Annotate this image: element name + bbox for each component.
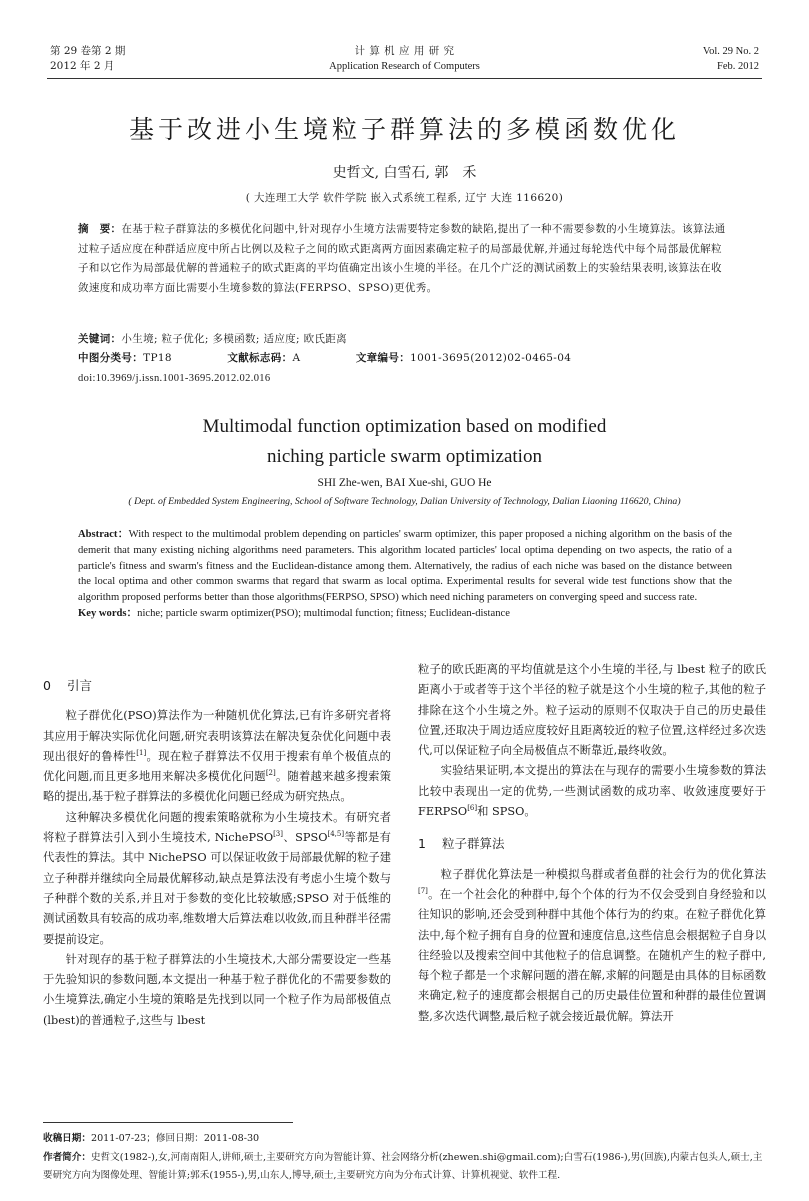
abstract-text-cn: 在基于粒子群算法的多模优化问题中,针对现存小生境方法需要特定参数的缺陷,提出了一种不需要参数的小生境算法。该算法通过粒子适应度在种群适应度中所占比例以及粒子之间的欧式距离两方面因素确定粒子的局部最优解,并通过每轮迭代中每个局部最优解粒子和以它作为局部最优解的普通粒子的欧式距离的平均值确定出该小生境的半径。在几个广泛的测试函数上的实验结果表明,该算法在收敛速度和成功率方面比需要小生境参数的算法(FERPSO、SPSO)更优秀。	[78, 223, 726, 294]
footnote-rule	[43, 1122, 293, 1123]
authors-en: SHI Zhe-wen, BAI Xue-shi, GUO He	[317, 477, 492, 489]
paper-title-en	[0, 412, 809, 472]
title-en-line1: Multimodal function optimization based on modified	[202, 416, 607, 437]
clc-value: TP18	[143, 352, 172, 364]
affiliation-en: ( Dept. of Embedded System Engineering, School of Software Technology, Dalian University of Technology, Dalian Liaoning 116620, China)	[128, 496, 681, 507]
keywords-text-cn: 小生境; 粒子优化; 多模函数; 适应度; 欧氏距离	[121, 333, 348, 345]
journal-name-en: Application Research of Computers	[329, 61, 480, 72]
abstract-text-en: With respect to the multimodal problem depending on particles' swarm optimizer, this paper proposed a niching algorithm on the basis of the demerit that many existing niching algorithms need parameters. This algorithm located particles' local optima depending on two aspects, the ratio of a particle's fitness and swarm's fitness and the Euclidean-distance among them. Alternatively, the radius of each niche was based on the distance between the local optima and other common swarms that regard that swarm as local optima. Experimental results for several wide test functions show that the algorithm proposed performs better than those algorithms(FERPSO, SPSO) which need niching parameters on converging speed and success rate.	[78, 529, 733, 604]
footnote-received	[43, 1130, 767, 1148]
section-heading-intro	[43, 676, 391, 696]
paper-title-cn: 基于改进小生境粒子群算法的多模函数优化	[128, 115, 680, 144]
citation: [1]	[136, 749, 147, 758]
doccode-label: 文献标志码：	[227, 352, 293, 364]
clc-label: 中图分类号：	[78, 352, 144, 364]
body-column-left	[43, 664, 391, 1031]
section-heading-pso	[418, 834, 766, 854]
citation: [4,5]	[327, 830, 345, 839]
paragraph	[418, 761, 766, 822]
text-run: 、SPSO	[283, 831, 328, 845]
title-en-line2: niching particle swarm optimization	[267, 446, 542, 467]
section-title: 引言	[67, 678, 93, 693]
section-number: 0	[43, 678, 51, 693]
section-number: 1	[418, 836, 426, 852]
received-dates: 2011-07-23；修回日期：2011-08-30	[90, 1133, 260, 1144]
keywords-text-en: niche; particle swarm optimizer(PSO); multimodal function; fitness; Euclidean-distance	[137, 607, 510, 619]
abstract-label-en: Abstract：	[78, 529, 129, 540]
text-run: 这种解决多模优化问题的搜索策略就称为小生境技术。有研究者将粒子群算法引入到小生境技术, NichePSO	[43, 810, 391, 845]
article-no-value: 1001-3695(2012)02-0465-04	[410, 352, 572, 364]
classification-line	[78, 349, 732, 369]
body-column-right	[418, 660, 766, 1027]
text-run: 实验结果证明,本文提出的算法在与现存的需要小生境参数的算法比较中表现出一定的优势,一些测试函数的成功率、收敛速度要好于 FERPSO	[418, 764, 766, 819]
footnote-bio	[43, 1149, 767, 1185]
abstract-label-cn: 摘 要：	[78, 223, 122, 235]
received-label: 收稿日期：	[43, 1133, 91, 1144]
journal-issue-en	[703, 44, 759, 74]
text-run: 。随着越来越多搜索策略的提出,基于粒子群算法的多模优化问题已经成为研究热点。	[43, 770, 391, 804]
article-no-label: 文章编号：	[355, 352, 411, 364]
keywords-label-en: Key words：	[78, 607, 138, 619]
affiliation-cn: ( 大连理工大学 软件学院 嵌入式系统工程系, 辽宁 大连 116620)	[245, 192, 564, 204]
volume-issue-cn: 第 29 卷第 2 期	[50, 45, 126, 57]
text-run: 粒子群优化(PSO)算法作为一种随机优化算法,已有许多研究者将其应用于解决实际优化问题,研究表明该算法在解决复杂优化问题中表现出很好的鲁棒性	[43, 709, 391, 763]
paragraph	[418, 865, 766, 1027]
text-run: 等都是有代表性的算法。其中 NichePSO 可以保证收敛于局部最优解的粒子建立子种群并继续向全局最优解移动,缺点是算法没有考虑小生境个数与子种群个数的关系,并且对于参数的变化比较敏感;SPSO 对于低维的测试函数具有较高的成功率,维数增大后算法难以收敛,而且种群半径需要提前设定。	[43, 831, 391, 946]
citation: [3]	[273, 830, 283, 839]
paragraph: 粒子的欧氏距离的平均值就是这个小生境的半径,与 lbest 粒子的欧氏距离小于或者等于这个半径的粒子就是这个小生境的粒子,其他的粒子排除在这个小生境之外。粒子运动的原则不仅取决于自己的历史最佳位置,还取决于周边适应度较好且距离较近的粒子位置,这样经过多次迭代,可以保证粒子向全局极值点不断靠近,最终收敛。	[418, 663, 766, 758]
date-en: Feb. 2012	[717, 61, 759, 72]
doi: doi:10.3969/j.issn.1001-3695.2012.02.016	[78, 373, 271, 384]
citation: [7]	[418, 887, 428, 896]
citation: [6]	[467, 804, 478, 813]
journal-name	[0, 44, 809, 74]
authors-cn: 史哲文, 白雪石, 郭 禾	[332, 165, 477, 181]
citation: [2]	[265, 769, 276, 778]
text-run: 和 SPSO。	[477, 805, 536, 819]
abstract-cn	[78, 220, 732, 298]
abstract-en	[78, 527, 732, 622]
volume-issue-en: Vol. 29 No. 2	[702, 46, 759, 57]
doccode-value: A	[292, 352, 301, 364]
paragraph	[43, 808, 391, 950]
bio-text: 史哲文(1982-),女,河南南阳人,讲师,硕士,主要研究方向为智能计算、社会网络分析(zhewen.shi@gmail.com);白雪石(1986-),男(回族),内蒙古包头人,硕士,主要研究方向为图像处理、智能计算;郭禾(1955-),男,山东人,博导,硕士,主要研究方向为分布式计算、计算机视觉、软件工程.	[43, 1152, 763, 1181]
text-run: 。在一个社会化的种群中,每个个体的行为不仅会受到自身经验和以往知识的影响,还会受到种群中其他个体行为的约束。在粒子群优化算法中,每个粒子拥有自身的位置和速度信息,这些信息会根据粒子自身以往经验以及搜索空间中其他粒子的信息调整。在随机产生的粒子群中,每个粒子都是一个求解问题的潜在解,求解的问题是由具体的目标函数来确定,粒子的速度都会根据自己的历史最佳位置和种群的最佳位置调整,多次迭代调整,最后粒子就会接近最优解。算法开	[418, 887, 766, 1023]
journal-name-cn: 计 算 机 应 用 研 究	[354, 45, 455, 57]
section-title: 粒子群算法	[442, 836, 505, 852]
text-run: 粒子群优化算法是一种模拟鸟群或者鱼群的社会行为的优化算法	[440, 867, 766, 881]
keywords-cn	[78, 330, 732, 350]
text-run: 。现在粒子群算法不仅用于搜索有单个极值点的优化问题,而且更多地用来解决多模优化问题	[43, 749, 391, 784]
paragraph	[43, 706, 391, 807]
bio-label: 作者简介：	[43, 1152, 91, 1163]
paragraph: 针对现存的基于粒子群算法的小生境技术,大部分需要设定一些基于先验知识的参数问题,本文提出一种基于粒子群优化的不需要参数的小生境算法,确定小生境的策略是先找到以同一个粒子作为局部极值点(lbest)的普通粒子,这些与 lbest	[43, 952, 391, 1027]
keywords-label-cn: 关键词：	[78, 333, 122, 345]
date-cn: 2012 年 2 月	[50, 60, 115, 72]
header-rule	[47, 78, 762, 79]
